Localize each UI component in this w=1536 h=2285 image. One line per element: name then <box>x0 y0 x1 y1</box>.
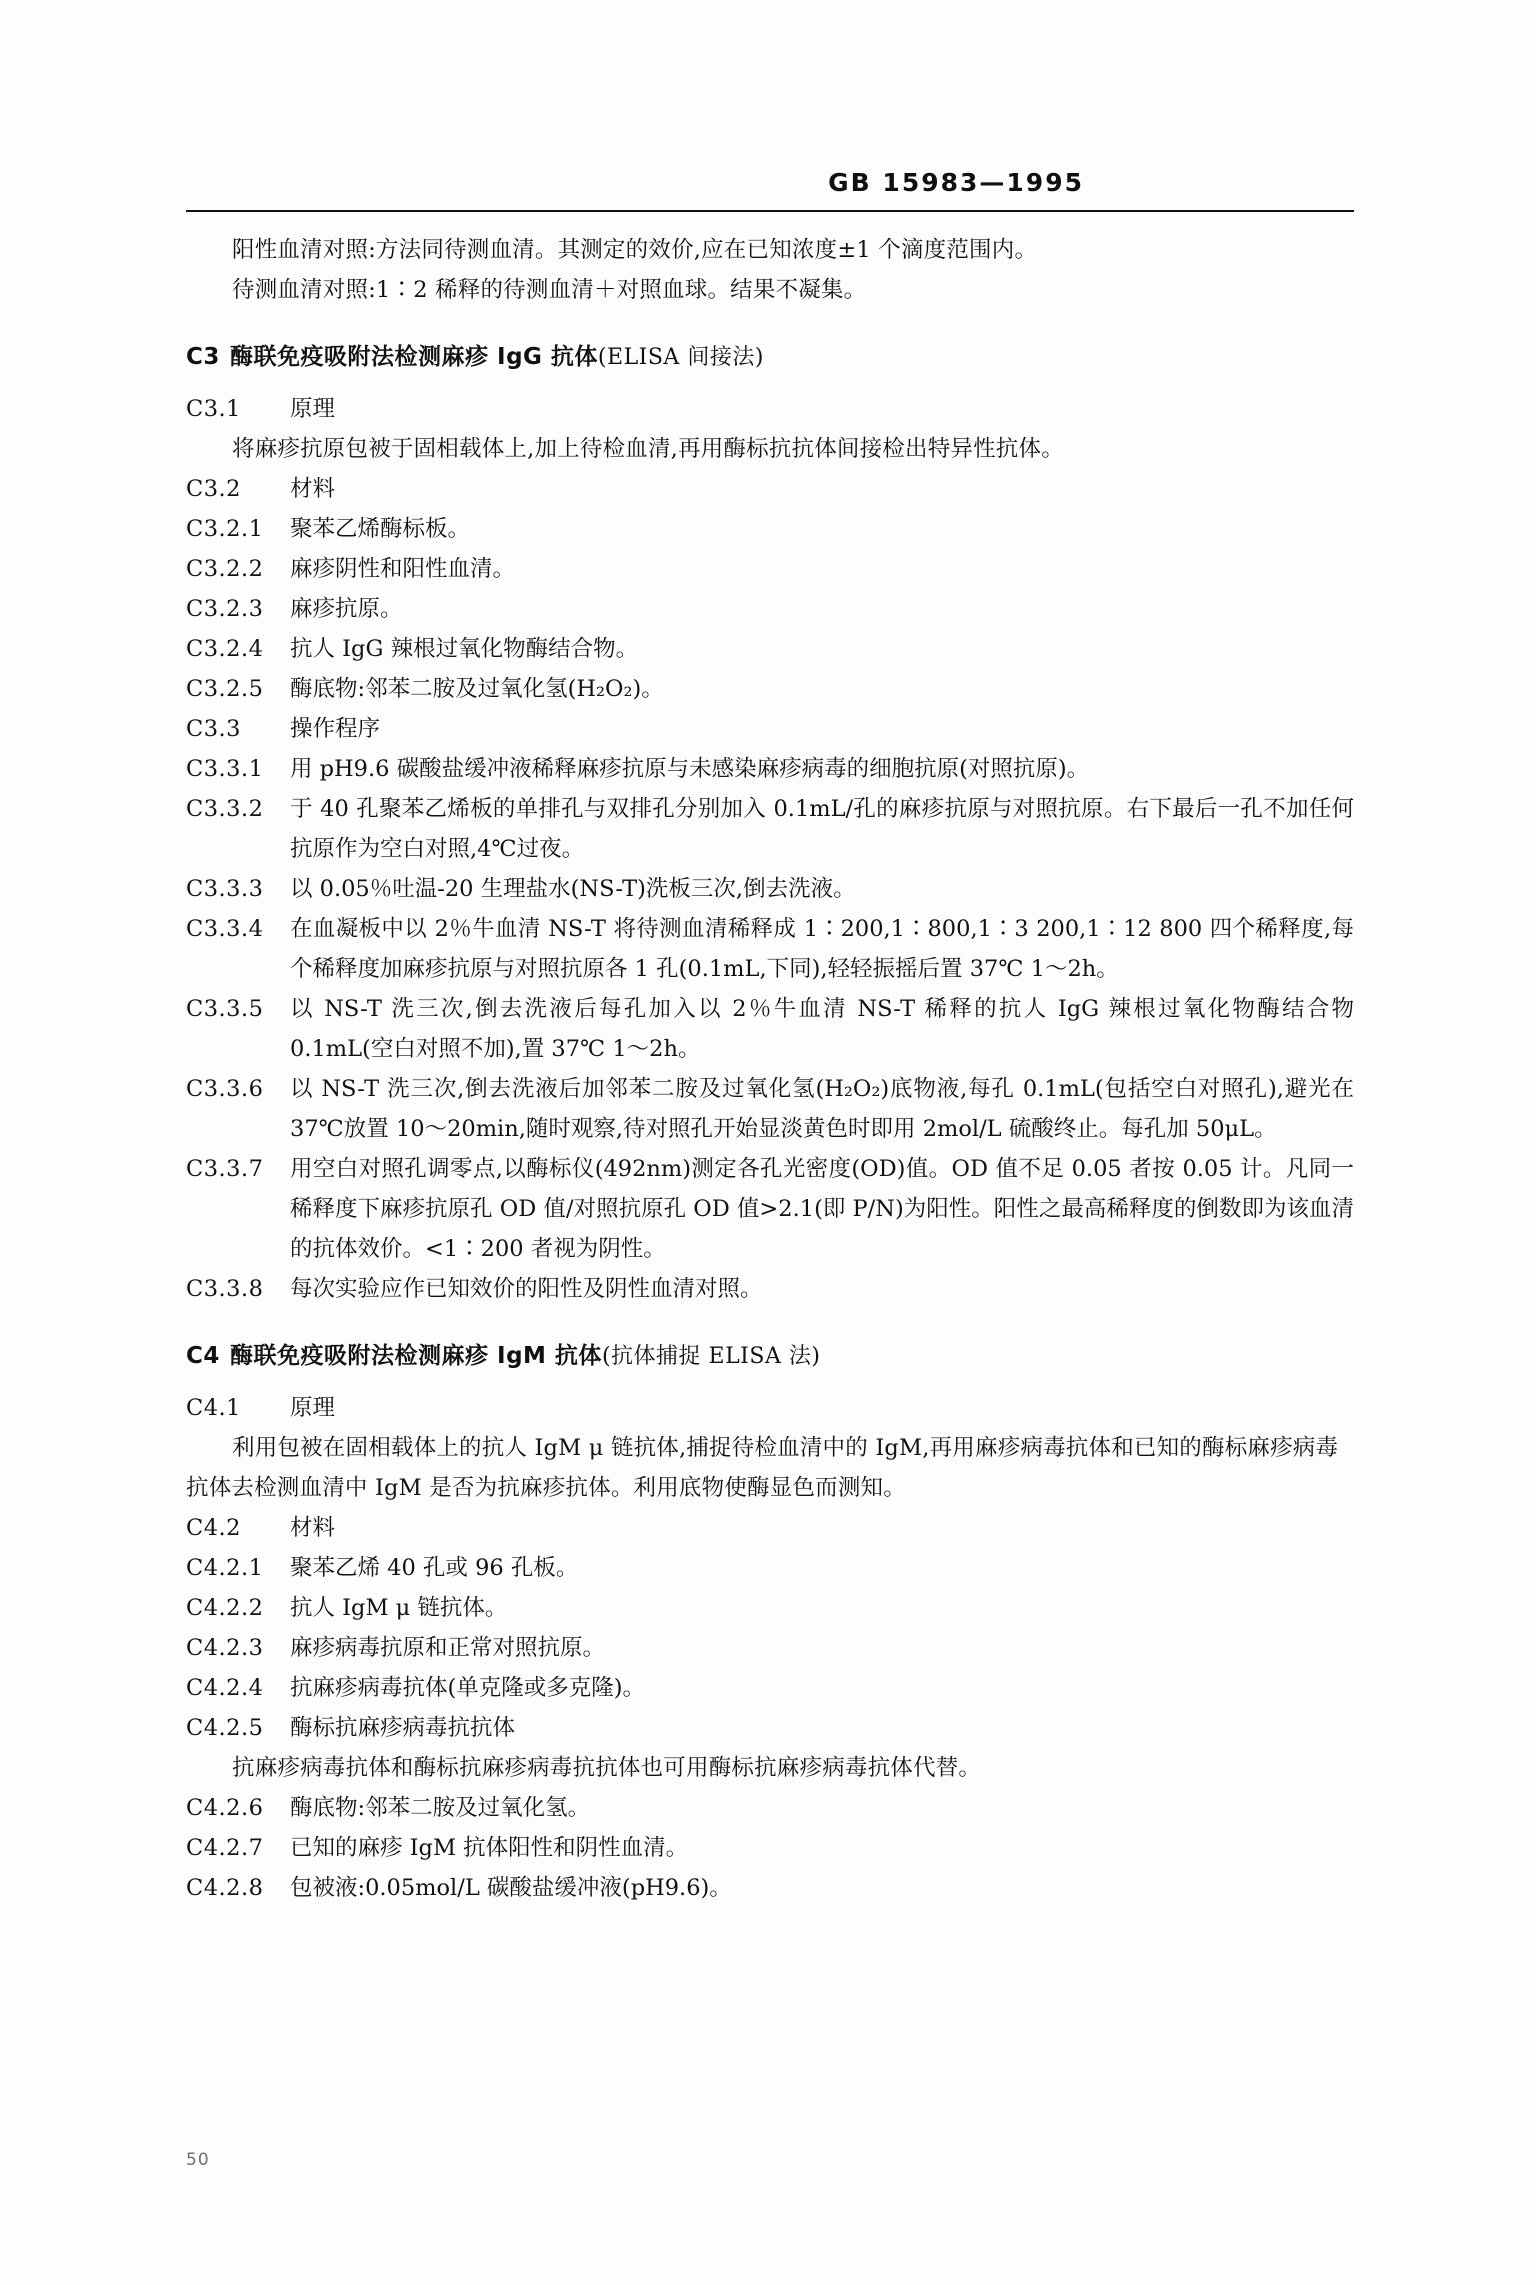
section-c4-title: 酶联免疫吸附法检测麻疹 IgM 抗体 <box>230 1343 602 1369</box>
clause-c3-2-1-number: C3.2.1 <box>186 516 264 542</box>
clause-c3-2-5 <box>186 669 1354 709</box>
clause-c4-2-8-number: C4.2.8 <box>186 1875 264 1901</box>
clause-c3-3-label: 操作程序 <box>290 716 381 742</box>
clause-c3-2-2 <box>186 549 1354 589</box>
page-header <box>186 168 1354 224</box>
clause-c4-2-8-text: 包被液:0.05mol/L 碳酸盐缓冲液(pH9.6)。 <box>290 1875 732 1901</box>
clause-c3-3-3-text: 以 0.05％吐温-20 生理盐水(NS-T)洗板三次,倒去洗液。 <box>290 876 856 902</box>
clause-c3-2-5-number: C3.2.5 <box>186 676 264 702</box>
clause-c3-3-2-number: C3.3.2 <box>186 796 264 822</box>
clause-c3-2-3-text: 麻疹抗原。 <box>290 596 403 622</box>
clause-c3-3-8-number: C3.3.8 <box>186 1276 264 1302</box>
clause-c4-2-5-text: 酶标抗麻疹病毒抗抗体 <box>290 1715 516 1741</box>
clause-c3-3-8 <box>186 1269 1354 1309</box>
clause-c3-3-4-text: 在血凝板中以 2％牛血清 NS-T 将待测血清稀释成 1∶200,1∶800,1∶3 200,1∶12 800 四个稀释度,每个稀释度加麻疹抗原与对照抗原各 1 孔(0.1mL,下同),轻轻振摇后置 37℃ 1～2h。 <box>290 916 1354 982</box>
clause-c3-1-number: C3.1 <box>186 396 241 422</box>
clause-c3-3-4-number: C3.3.4 <box>186 916 264 942</box>
clause-c4-2-3-number: C4.2.3 <box>186 1635 264 1661</box>
clause-c3-1-text: 将麻疹抗原包被于固相载体上,加上待检血清,再用酶标抗抗体间接检出特异性抗体。 <box>232 436 1064 462</box>
page-number: 50 <box>186 2150 210 2170</box>
clause-c3-2-4 <box>186 629 1354 669</box>
clause-c3-2-5-text: 酶底物:邻苯二胺及过氧化氢(H₂O₂)。 <box>290 676 664 702</box>
clause-c3-3-number: C3.3 <box>186 716 241 742</box>
page-content <box>186 168 1354 1908</box>
clause-c4-2-5-note: 抗麻疹病毒抗体和酶标抗麻疹病毒抗抗体也可用酶标抗麻疹病毒抗体代替。 <box>232 1755 982 1781</box>
clause-c3-2-2-text: 麻疹阴性和阳性血清。 <box>290 556 516 582</box>
clause-c3-3-6-number: C3.3.6 <box>186 1076 264 1102</box>
clause-c4-2-8 <box>186 1868 1354 1908</box>
clause-c4-2-4 <box>186 1668 1354 1708</box>
clause-c3-3-6 <box>186 1069 1354 1149</box>
clause-c3-3-7 <box>186 1149 1354 1269</box>
clause-c3-3-4 <box>186 909 1354 989</box>
section-c3-number: C3 <box>186 344 220 370</box>
section-c4-number: C4 <box>186 1343 220 1369</box>
clause-c4-2-label: 材料 <box>290 1515 336 1541</box>
clause-c3-2-3-number: C3.2.3 <box>186 596 264 622</box>
clause-c4-2-number: C4.2 <box>186 1515 241 1541</box>
clause-c4-2-6 <box>186 1788 1354 1828</box>
clause-c3-3-1 <box>186 749 1354 789</box>
clause-c4-2-5 <box>186 1708 1354 1748</box>
section-heading-c3 <box>186 336 1354 379</box>
section-c3-title: 酶联免疫吸附法检测麻疹 IgG 抗体 <box>230 344 598 370</box>
section-heading-c4 <box>186 1335 1354 1378</box>
clause-c3-3-1-number: C3.3.1 <box>186 756 264 782</box>
clause-c3-3-5 <box>186 989 1354 1069</box>
clause-c3-2-2-number: C3.2.2 <box>186 556 264 582</box>
clause-c3-3-8-text: 每次实验应作已知效价的阳性及阴性血清对照。 <box>290 1276 763 1302</box>
standard-code: GB 15983—1995 <box>828 168 1084 197</box>
clause-c3-3-7-text: 用空白对照孔调零点,以酶标仪(492nm)测定各孔光密度(OD)值。OD 值不足 0.05 者按 0.05 计。凡同一稀释度下麻疹抗原孔 OD 值/对照抗原孔 OD 值>2.1(即 P/N)为阳性。阳性之最高稀释度的倒数即为该血清的抗体效价。<1∶200 者视为阴性。 <box>290 1156 1354 1262</box>
clause-c3-3-5-text: 以 NS-T 洗三次,倒去洗液后每孔加入以 2％牛血清 NS-T 稀释的抗人 IgG 辣根过氧化物酶结合物 0.1mL(空白对照不加),置 37℃ 1～2h。 <box>290 996 1354 1062</box>
clause-c4-2-7 <box>186 1828 1354 1868</box>
top-note-line-1: 阳性血清对照:方法同待测血清。其测定的效价,应在已知浓度±1 个滴度范围内。 <box>232 237 1038 263</box>
clause-c4-2-7-number: C4.2.7 <box>186 1835 264 1861</box>
clause-c4-2-4-text: 抗麻疹病毒抗体(单克隆或多克隆)。 <box>290 1675 646 1701</box>
clause-c3-2-3 <box>186 589 1354 629</box>
clause-c4-2-2 <box>186 1588 1354 1628</box>
header-divider <box>186 210 1354 212</box>
section-c4-paren: (抗体捕捉 ELISA 法) <box>601 1344 821 1369</box>
clause-c4-2-5-number: C4.2.5 <box>186 1715 264 1741</box>
clause-c3-3 <box>186 709 1354 749</box>
clause-c4-2-7-text: 已知的麻疹 IgM 抗体阳性和阴性血清。 <box>290 1835 689 1861</box>
clause-c3-3-2-text: 于 40 孔聚苯乙烯板的单排孔与双排孔分别加入 0.1mL/孔的麻疹抗原与对照抗原。右下最后一孔不加任何抗原作为空白对照,4℃过夜。 <box>290 796 1354 862</box>
clause-c3-3-3-number: C3.3.3 <box>186 876 264 902</box>
clause-c3-2-1-text: 聚苯乙烯酶标板。 <box>290 516 471 542</box>
clause-c3-3-3 <box>186 869 1354 909</box>
clause-c3-3-2 <box>186 789 1354 869</box>
section-c3-paren: (ELISA 间接法) <box>597 345 764 370</box>
clause-c4-2-2-number: C4.2.2 <box>186 1595 264 1621</box>
clause-c3-3-1-text: 用 pH9.6 碳酸盐缓冲液稀释麻疹抗原与未感染麻疹病毒的细胞抗原(对照抗原)。 <box>290 756 1090 782</box>
clause-c3-2-1 <box>186 509 1354 549</box>
top-notes <box>186 230 1354 310</box>
top-note-line-2: 待测血清对照:1∶2 稀释的待测血清＋对照血球。结果不凝集。 <box>232 277 867 303</box>
clause-c4-2-4-number: C4.2.4 <box>186 1675 264 1701</box>
clause-c3-2-number: C3.2 <box>186 476 241 502</box>
clause-c4-2-3 <box>186 1628 1354 1668</box>
clause-c3-3-6-text: 以 NS-T 洗三次,倒去洗液后加邻苯二胺及过氧化氢(H₂O₂)底物液,每孔 0.1mL(包括空白对照孔),避光在 37℃放置 10～20min,随时观察,待对照孔开始显淡黄色时即用 2mol/L 硫酸终止。每孔加 50μL。 <box>290 1076 1354 1142</box>
clause-c3-2-4-text: 抗人 IgG 辣根过氧化物酶结合物。 <box>290 636 639 662</box>
clause-c4-1-number: C4.1 <box>186 1395 241 1421</box>
clause-c4-2-1-text: 聚苯乙烯 40 孔或 96 孔板。 <box>290 1555 579 1581</box>
clause-c4-2-2-text: 抗人 IgM μ 链抗体。 <box>290 1595 508 1621</box>
clause-c4-2-6-number: C4.2.6 <box>186 1795 264 1821</box>
clause-c4-1 <box>186 1388 1354 1428</box>
clause-c3-1-label: 原理 <box>290 396 336 422</box>
clause-c4-2-1-number: C4.2.1 <box>186 1555 264 1581</box>
clause-c4-1-label: 原理 <box>290 1395 336 1421</box>
clause-c4-2-1 <box>186 1548 1354 1588</box>
clause-c4-2 <box>186 1508 1354 1548</box>
clause-c3-1 <box>186 389 1354 429</box>
clause-c4-2-6-text: 酶底物:邻苯二胺及过氧化氢。 <box>290 1795 591 1821</box>
clause-c3-3-7-number: C3.3.7 <box>186 1156 264 1182</box>
clause-c4-2-3-text: 麻疹病毒抗原和正常对照抗原。 <box>290 1635 606 1661</box>
clause-c4-1-text: 利用包被在固相载体上的抗人 IgM μ 链抗体,捕捉待检血清中的 IgM,再用麻疹病毒抗体和已知的酶标麻疹病毒抗体去检测血清中 IgM 是否为抗麻疹抗体。利用底物使酶显色而测知。 <box>186 1435 1339 1501</box>
clause-c3-2-4-number: C3.2.4 <box>186 636 264 662</box>
clause-c3-2 <box>186 469 1354 509</box>
clause-c3-3-5-number: C3.3.5 <box>186 996 264 1022</box>
clause-c3-2-label: 材料 <box>290 476 336 502</box>
